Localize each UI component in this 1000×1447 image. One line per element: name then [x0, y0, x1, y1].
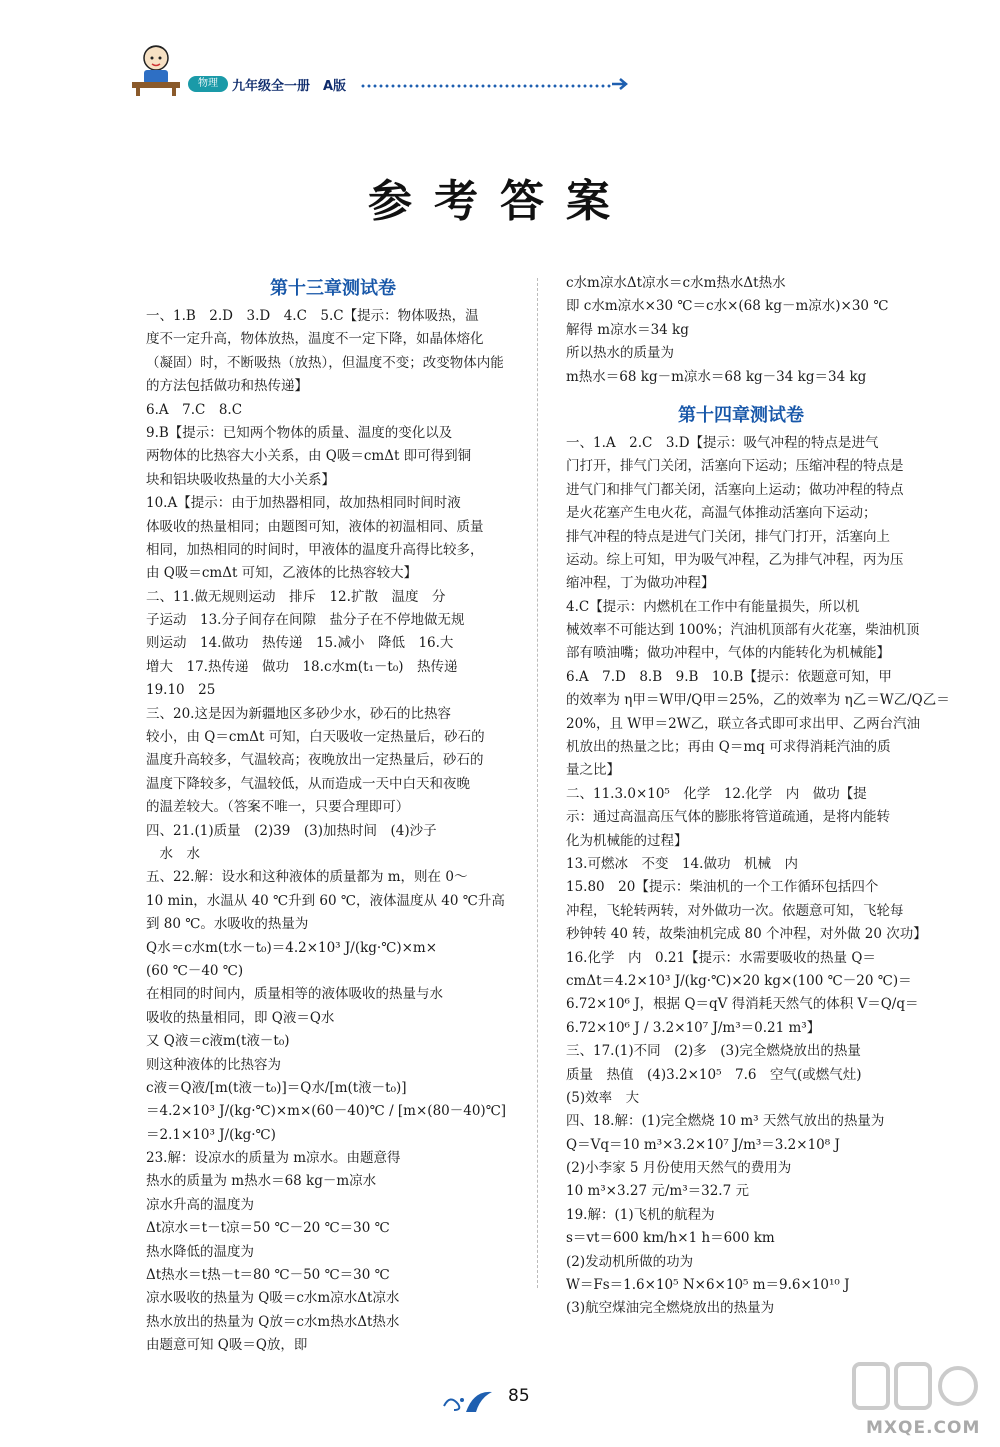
answer-line: 体吸收的热量相同；由题图可知，液体的初温相同、质量 — [146, 518, 484, 535]
answer-line: 10 m³×3.27 元/m³＝32.7 元 — [566, 1183, 749, 1200]
dotted-rule — [360, 84, 612, 88]
answer-line: 门打开，排气门关闭，活塞向下运动；压缩冲程的特点是 — [566, 458, 904, 475]
answer-line: 解得 m凉水＝34 kg — [566, 321, 689, 338]
answer-line: 四、18.解：(1)完全燃烧 10 m³ 天然气放出的热量为 — [566, 1113, 885, 1130]
answer-line: 增大 17.热传递 做功 18.c水m(t₁－t₀) 热传递 — [146, 658, 458, 675]
right-column — [566, 272, 950, 1321]
answer-line: 进气门和排气门都关闭，活塞向上运动；做功冲程的特点 — [566, 481, 904, 498]
answer-line: c液＝Q液/[m(t液－t₀)]＝Q水/[m(t液－t₀)] — [146, 1079, 407, 1096]
answer-line: 是火花塞产生电火花，高温气体推动活塞向下运动； — [566, 505, 877, 522]
answer-line: 6.72×10⁶ J / 3.2×10⁷ J/m³＝0.21 m³】 — [566, 1019, 821, 1036]
answer-line: 4.C【提示：内燃机在工作中有能量损失，所以机 — [566, 598, 860, 615]
answer-line: 五、22.解：设水和这种液体的质量都为 m，则在 0～ — [146, 869, 468, 886]
column-divider — [537, 278, 538, 1288]
answer-line: 6.72×10⁶ J，根据 Q＝qV 得消耗天然气的体积 V＝Q/q＝ — [566, 996, 919, 1013]
answer-line: 缩冲程，丁为做功冲程】 — [566, 575, 715, 592]
answer-line: Q水＝c水m(t水－t₀)＝4.2×10³ J/(kg·℃)×m× — [146, 939, 438, 956]
answer-line: 一、1.B 2.D 3.D 4.C 5.C【提示：物体吸热，温 — [146, 308, 479, 324]
answer-line: 15.80 20【提示：柴油机的一个工作循环包括四个 — [566, 879, 879, 896]
answer-line: 由 Q吸＝cmΔt 可知，乙液体的比热容较大】 — [146, 565, 418, 582]
answer-line: 所以热水的质量为 — [566, 345, 674, 362]
answer-lines-ch14 — [566, 432, 950, 1321]
swirl-ornament-icon — [440, 1386, 496, 1416]
answer-line: 度不一定升高，物体放热，温度不一定下降，如晶体熔化 — [146, 331, 484, 348]
answer-line: 块和铝块吸收热量的大小关系】 — [146, 471, 335, 488]
answer-line: ＝4.2×10³ J/(kg·℃)×m×(60－40)℃ / [m×(80－40)℃] — [146, 1103, 507, 1120]
answer-line: 13.可燃冰 不变 14.做功 机械 内 — [566, 855, 798, 872]
answer-line: 四、21.(1)质量 (2)39 (3)加热时间 (4)沙子 — [146, 822, 437, 839]
answer-lines-ch13-continued — [566, 272, 916, 389]
answer-line: 到 80 ℃。水吸收的热量为 — [146, 916, 309, 933]
watermark-text: MXQE.COM — [866, 1418, 981, 1438]
answer-line: 凉水吸收的热量为 Q吸＝c水m凉水Δt凉水 — [146, 1290, 400, 1307]
section-title-ch14: 第十四章测试卷 — [678, 404, 804, 426]
answer-line: 的温差较大。（答案不唯一，只要合理即可） — [146, 799, 410, 816]
answer-line: 秒钟转 40 转，故柴油机完成 80 个冲程，对外做 20 次功】 — [566, 926, 927, 943]
left-column — [146, 272, 520, 1358]
answer-line: 排气冲程的特点是进气门关闭，排气门打开，活塞向上 — [566, 528, 890, 545]
answer-line: 运动。综上可知，甲为吸气冲程，乙为排气冲程，丙为压 — [566, 551, 904, 568]
answer-line: 热水降低的温度为 — [146, 1243, 254, 1260]
answer-line: （凝固）时，不断吸热（放热），但温度不变；改变物体内能 — [146, 354, 504, 371]
page-header — [128, 40, 728, 96]
answer-line: 械效率不可能达到 100%；汽油机顶部有火花塞，柴油机顶 — [566, 622, 920, 639]
answer-line: 温度升高较多，气温较高；夜晚放出一定热量后，砂石的 — [146, 752, 484, 769]
answer-line: 冲程，飞轮转两转，对外做功一次。依题意可知，飞轮每 — [566, 902, 904, 919]
answer-line: 二、11.做无规则运动 排斥 12.扩散 温度 分 — [146, 588, 446, 605]
answer-line: 则这种液体的比热容为 — [146, 1056, 281, 1073]
answer-line: (3)航空煤油完全燃烧放出的热量为 — [566, 1300, 775, 1317]
answer-line: 6.A 7.C 8.C — [146, 401, 243, 418]
answer-line: cmΔt＝4.2×10³ J/(kg·℃)×20 kg×(100 ℃－20 ℃)＝ — [566, 972, 912, 989]
answer-line: 量之比】 — [566, 762, 620, 779]
subject-badge: 物理 — [188, 76, 228, 92]
answer-line: 部有喷油嘴；做功冲程中，气体的内能转化为机械能】 — [566, 645, 890, 662]
answer-line: 20%，且 W甲＝2W乙，联立各式即可求出甲、乙两台汽油 — [566, 715, 921, 732]
answer-line: 水 水 — [146, 845, 200, 862]
answer-line: Δt热水＝t热－t＝80 ℃－50 ℃＝30 ℃ — [146, 1267, 390, 1284]
answer-lines-ch13 — [146, 305, 520, 1358]
page-number: 85 — [508, 1386, 530, 1406]
answer-line: 的方法包括做功和热传递】 — [146, 378, 308, 395]
answer-line: 10 min，水温从 40 ℃升到 60 ℃，液体温度从 40 ℃升高 — [146, 892, 505, 909]
answer-line: 9.B【提示：已知两个物体的质量、温度的变化以及 — [146, 424, 453, 441]
answer-line: 23.解：设凉水的质量为 m凉水。由题意得 — [146, 1150, 401, 1167]
answer-line: 化为机械能的过程】 — [566, 832, 688, 849]
answer-line: 6.A 7.D 8.B 9.B 10.B【提示：依题意可知，甲 — [566, 668, 892, 685]
answer-line: 示：通过高温高压气体的膨胀将管道疏通，是将内能转 — [566, 809, 890, 826]
answer-line: 10.A【提示：由于加热器相同，故加热相同时间时液 — [146, 495, 461, 512]
section-title-ch13: 第十三章测试卷 — [270, 278, 396, 299]
answer-line: 二、11.3.0×10⁵ 化学 12.化学 内 做功【提 — [566, 785, 867, 802]
answer-line: Q＝Vq＝10 m³×3.2×10⁷ J/m³＝3.2×10⁸ J — [566, 1136, 840, 1153]
grade-edition-label: 九年级全一册 A版 — [232, 79, 347, 94]
answer-line: W＝Fs＝1.6×10⁵ N×6×10⁵ m＝9.6×10¹⁰ J — [566, 1277, 850, 1294]
answer-line: 三、17.(1)不同 (2)多 (3)完全燃烧放出的热量 — [566, 1043, 861, 1060]
answer-line: 由题意可知 Q吸＝Q放，即 — [146, 1337, 308, 1354]
answer-line: 子运动 13.分子间存在间隙 盐分子在不停地做无规 — [146, 612, 465, 629]
answer-line: 相同，加热相同的时间时，甲液体的温度升高得比较多， — [146, 541, 484, 558]
arrow-right-icon — [612, 77, 630, 91]
answer-line: c水m凉水Δt凉水＝c水m热水Δt热水 — [566, 275, 786, 291]
answer-line: 又 Q液＝c液m(t液－t₀) — [146, 1033, 290, 1050]
answer-line: (2)小李家 5 月份使用天然气的费用为 — [566, 1160, 792, 1177]
answer-line: m热水＝68 kg－m凉水＝68 kg－34 kg＝34 kg — [566, 368, 867, 385]
answer-line: 16.化学 内 0.21【提示：水需要吸收的热量 Q＝ — [566, 949, 876, 966]
answer-line: 一、1.A 2.C 3.D【提示：吸气冲程的特点是进气 — [566, 434, 879, 451]
answer-line: 凉水升高的温度为 — [146, 1196, 254, 1213]
answer-line: 热水的质量为 m热水＝68 kg－m凉水 — [146, 1173, 377, 1190]
answer-line: 热水放出的热量为 Q放＝c水m热水Δt热水 — [146, 1313, 400, 1330]
student-mascot-icon — [128, 40, 186, 96]
page-title: 参考答案 — [368, 176, 632, 227]
answer-line: (60 ℃－40 ℃) — [146, 962, 244, 979]
answer-line: 19.解：(1)飞机的航程为 — [566, 1206, 715, 1223]
answer-line: ＝2.1×10³ J/(kg·℃) — [146, 1126, 276, 1143]
answer-line: 较小，由 Q＝cmΔt 可知，白天吸收一定热量后，砂石的 — [146, 729, 485, 746]
answer-line: (5)效率 大 — [566, 1089, 640, 1106]
answer-line: 两物体的比热容大小关系，由 Q吸＝cmΔt 即可得到铜 — [146, 448, 472, 465]
answer-line: 温度下降较多，气温较低，从而造成一天中白天和夜晚 — [146, 775, 470, 792]
answer-line: (2)发动机所做的功为 — [566, 1253, 694, 1270]
answer-line: 吸收的热量相同，即 Q液＝Q水 — [146, 1009, 335, 1026]
answer-line: 质量 热值 (4)3.2×10⁵ 7.6 空气(或燃气灶) — [566, 1066, 862, 1083]
answer-line: 三、20.这是因为新疆地区多砂少水，砂石的比热容 — [146, 705, 451, 722]
answer-line: s＝vt＝600 km/h×1 h＝600 km — [566, 1230, 775, 1247]
answer-line: Δt凉水＝t－t凉＝50 ℃－20 ℃＝30 ℃ — [146, 1220, 390, 1237]
answer-line: 则运动 14.做功 热传递 15.减小 降低 16.大 — [146, 635, 454, 652]
answer-line: 19.10 25 — [146, 682, 216, 699]
answer-line: 的效率为 η甲＝W甲/Q甲＝25%，乙的效率为 η乙＝W乙/Q乙＝ — [566, 692, 950, 709]
answer-line: 机放出的热量之比；再由 Q＝mq 可求得消耗汽油的质 — [566, 739, 891, 756]
answer-line: 在相同的时间内，质量相等的液体吸收的热量与水 — [146, 986, 443, 1003]
answer-line: 即 c水m凉水×30 ℃＝c水×(68 kg－m凉水)×30 ℃ — [566, 298, 889, 315]
